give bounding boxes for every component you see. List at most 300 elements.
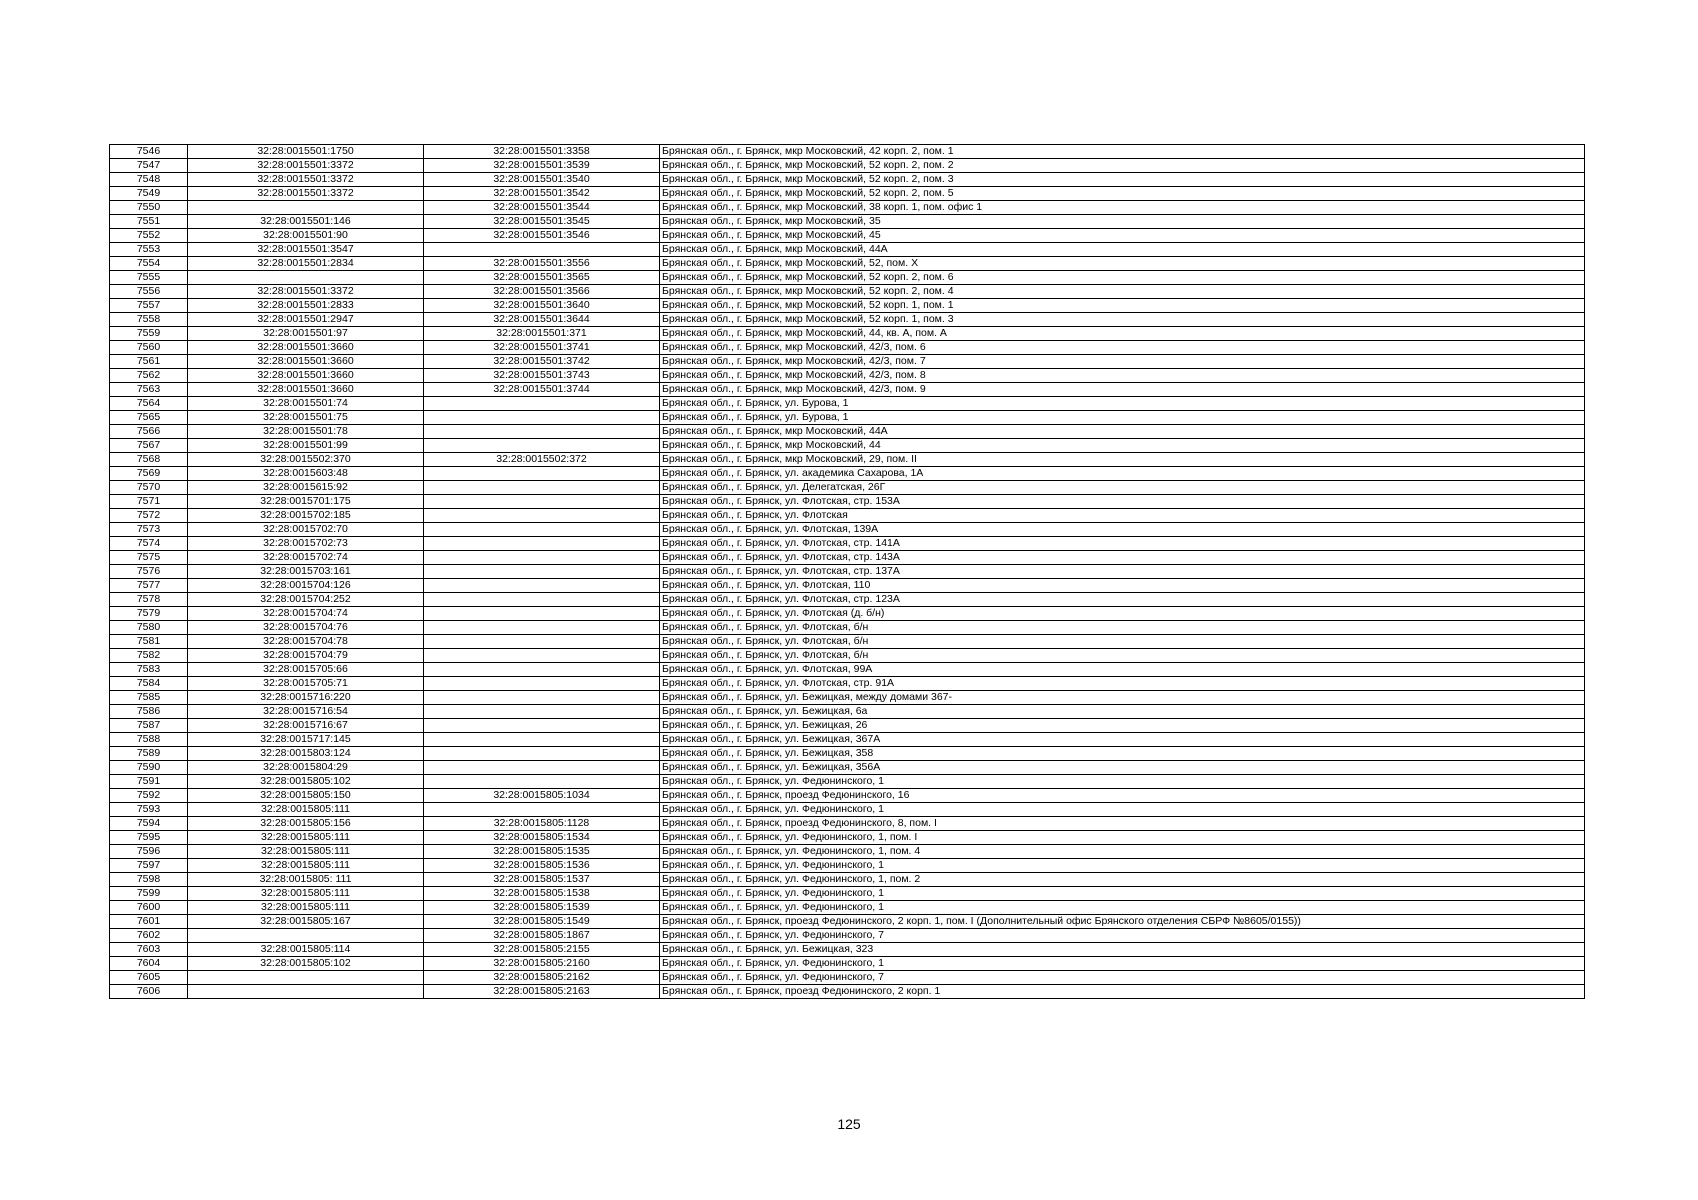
row-number-cell: 7567 <box>110 439 188 453</box>
page-number: 125 <box>837 1116 861 1132</box>
cadastral-number-cell <box>424 733 660 747</box>
address-cell: Брянская обл., г. Брянск, ул. Флотская, 99А <box>660 663 1585 677</box>
cadastral-number-cell <box>424 467 660 481</box>
row-number-cell: 7570 <box>110 481 188 495</box>
address-cell: Брянская обл., г. Брянск, мкр Московский, 52 корп. 2, пом. 4 <box>660 285 1585 299</box>
row-number-cell: 7582 <box>110 649 188 663</box>
cadastral-number-cell <box>424 495 660 509</box>
parent-cadastral-number-cell: 32:28:0015501:99 <box>188 439 424 453</box>
table-row <box>110 705 1585 719</box>
parent-cadastral-number-cell: 32:28:0015702:74 <box>188 551 424 565</box>
parent-cadastral-number-cell: 32:28:0015501:97 <box>188 327 424 341</box>
row-number-cell: 7596 <box>110 845 188 859</box>
address-cell: Брянская обл., г. Брянск, мкр Московский, 45 <box>660 229 1585 243</box>
address-cell: Брянская обл., г. Брянск, ул. Федюнинского, 1 <box>660 859 1585 873</box>
parent-cadastral-number-cell: 32:28:0015501:3660 <box>188 341 424 355</box>
table-row <box>110 453 1585 467</box>
address-cell: Брянская обл., г. Брянск, мкр Московский, 42/3, пом. 8 <box>660 369 1585 383</box>
address-cell: Брянская обл., г. Брянск, проезд Федюнинского, 2 корп. 1, пом. I (Дополнительный офис Брянского отделения СБРФ №8605/0155)) <box>660 915 1585 929</box>
row-number-cell: 7559 <box>110 327 188 341</box>
parent-cadastral-number-cell: 32:28:0015703:161 <box>188 565 424 579</box>
cadastral-number-cell: 32:28:0015805:1867 <box>424 929 660 943</box>
row-number-cell: 7603 <box>110 943 188 957</box>
table-row <box>110 425 1585 439</box>
table-row <box>110 719 1585 733</box>
table-row <box>110 901 1585 915</box>
address-cell: Брянская обл., г. Брянск, мкр Московский, 44А <box>660 243 1585 257</box>
row-number-cell: 7583 <box>110 663 188 677</box>
cadastral-number-cell: 32:28:0015805:1534 <box>424 831 660 845</box>
table-row <box>110 439 1585 453</box>
cadastral-number-cell <box>424 579 660 593</box>
cadastral-number-cell: 32:28:0015501:3556 <box>424 257 660 271</box>
parent-cadastral-number-cell: 32:28:0015805:111 <box>188 859 424 873</box>
parent-cadastral-number-cell: 32:28:0015805:150 <box>188 789 424 803</box>
row-number-cell: 7575 <box>110 551 188 565</box>
address-cell: Брянская обл., г. Брянск, ул. Бежицкая, 367А <box>660 733 1585 747</box>
cadastral-number-cell <box>424 635 660 649</box>
parent-cadastral-number-cell: 32:28:0015501:2947 <box>188 313 424 327</box>
row-number-cell: 7569 <box>110 467 188 481</box>
parent-cadastral-number-cell: 32:28:0015805:114 <box>188 943 424 957</box>
address-cell: Брянская обл., г. Брянск, ул. Флотская, стр. 137А <box>660 565 1585 579</box>
parent-cadastral-number-cell: 32:28:0015805:111 <box>188 845 424 859</box>
row-number-cell: 7593 <box>110 803 188 817</box>
cadastral-number-cell <box>424 593 660 607</box>
row-number-cell: 7581 <box>110 635 188 649</box>
cadastral-number-cell <box>424 439 660 453</box>
parent-cadastral-number-cell: 32:28:0015501:78 <box>188 425 424 439</box>
row-number-cell: 7586 <box>110 705 188 719</box>
table-row <box>110 299 1585 313</box>
cadastral-number-cell: 32:28:0015805:1128 <box>424 817 660 831</box>
parent-cadastral-number-cell: 32:28:0015615:92 <box>188 481 424 495</box>
row-number-cell: 7556 <box>110 285 188 299</box>
address-cell: Брянская обл., г. Брянск, ул. Флотская, стр. 153А <box>660 495 1585 509</box>
parent-cadastral-number-cell: 32:28:0015501:3372 <box>188 187 424 201</box>
cadastral-number-cell: 32:28:0015501:3741 <box>424 341 660 355</box>
table-row <box>110 243 1585 257</box>
table-row <box>110 761 1585 775</box>
table-row <box>110 915 1585 929</box>
address-cell: Брянская обл., г. Брянск, ул. Федюнинского, 1, пом. 2 <box>660 873 1585 887</box>
cadastral-number-cell: 32:28:0015501:3742 <box>424 355 660 369</box>
parent-cadastral-number-cell: 32:28:0015716:67 <box>188 719 424 733</box>
row-number-cell: 7589 <box>110 747 188 761</box>
parent-cadastral-number-cell: 32:28:0015716:220 <box>188 691 424 705</box>
row-number-cell: 7604 <box>110 957 188 971</box>
address-cell: Брянская обл., г. Брянск, мкр Московский, 52 корп. 2, пом. 3 <box>660 173 1585 187</box>
table-row <box>110 397 1585 411</box>
parent-cadastral-number-cell <box>188 929 424 943</box>
row-number-cell: 7594 <box>110 817 188 831</box>
cadastral-number-cell <box>424 243 660 257</box>
row-number-cell: 7550 <box>110 201 188 215</box>
address-cell: Брянская обл., г. Брянск, ул. Флотская, б/н <box>660 649 1585 663</box>
cadastral-number-cell: 32:28:0015805:2155 <box>424 943 660 957</box>
table-row <box>110 187 1585 201</box>
parent-cadastral-number-cell <box>188 985 424 999</box>
row-number-cell: 7571 <box>110 495 188 509</box>
registry-table <box>109 144 1585 999</box>
address-cell: Брянская обл., г. Брянск, ул. Федюнинского, 1 <box>660 775 1585 789</box>
table-row <box>110 215 1585 229</box>
table-row <box>110 831 1585 845</box>
row-number-cell: 7553 <box>110 243 188 257</box>
cadastral-number-cell: 32:28:0015501:3644 <box>424 313 660 327</box>
cadastral-number-cell: 32:28:0015501:3566 <box>424 285 660 299</box>
address-cell: Брянская обл., г. Брянск, ул. Федюнинского, 1 <box>660 901 1585 915</box>
row-number-cell: 7562 <box>110 369 188 383</box>
table-row <box>110 509 1585 523</box>
cadastral-number-cell: 32:28:0015501:371 <box>424 327 660 341</box>
cadastral-number-cell: 32:28:0015805:2162 <box>424 971 660 985</box>
parent-cadastral-number-cell: 32:28:0015704:74 <box>188 607 424 621</box>
address-cell: Брянская обл., г. Брянск, ул. Бежицкая, 6а <box>660 705 1585 719</box>
row-number-cell: 7551 <box>110 215 188 229</box>
parent-cadastral-number-cell: 32:28:0015501:1750 <box>188 145 424 159</box>
table-row <box>110 173 1585 187</box>
parent-cadastral-number-cell: 32:28:0015803:124 <box>188 747 424 761</box>
parent-cadastral-number-cell: 32:28:0015501:3660 <box>188 383 424 397</box>
cadastral-number-cell <box>424 649 660 663</box>
parent-cadastral-number-cell: 32:28:0015501:2834 <box>188 257 424 271</box>
table-row <box>110 677 1585 691</box>
cadastral-number-cell: 32:28:0015501:3540 <box>424 173 660 187</box>
row-number-cell: 7552 <box>110 229 188 243</box>
address-cell: Брянская обл., г. Брянск, мкр Московский, 38 корп. 1, пом. офис 1 <box>660 201 1585 215</box>
address-cell: Брянская обл., г. Брянск, мкр Московский, 42/3, пом. 7 <box>660 355 1585 369</box>
cadastral-number-cell <box>424 621 660 635</box>
address-cell: Брянская обл., г. Брянск, ул. Флотская, 110 <box>660 579 1585 593</box>
parent-cadastral-number-cell: 32:28:0015701:175 <box>188 495 424 509</box>
registry-table-body <box>110 145 1585 999</box>
table-row <box>110 313 1585 327</box>
cadastral-number-cell: 32:28:0015805:1537 <box>424 873 660 887</box>
table-row <box>110 845 1585 859</box>
address-cell: Брянская обл., г. Брянск, ул. Флотская, 139А <box>660 523 1585 537</box>
row-number-cell: 7605 <box>110 971 188 985</box>
table-row <box>110 747 1585 761</box>
parent-cadastral-number-cell: 32:28:0015501:146 <box>188 215 424 229</box>
table-row <box>110 985 1585 999</box>
address-cell: Брянская обл., г. Брянск, ул. Флотская, стр. 143А <box>660 551 1585 565</box>
row-number-cell: 7579 <box>110 607 188 621</box>
table-row <box>110 383 1585 397</box>
table-row <box>110 971 1585 985</box>
address-cell: Брянская обл., г. Брянск, ул. академика Сахарова, 1А <box>660 467 1585 481</box>
address-cell: Брянская обл., г. Брянск, ул. Федюнинского, 7 <box>660 929 1585 943</box>
address-cell: Брянская обл., г. Брянск, ул. Бежицкая, 358 <box>660 747 1585 761</box>
row-number-cell: 7606 <box>110 985 188 999</box>
address-cell: Брянская обл., г. Брянск, мкр Московский, 52 корп. 2, пом. 5 <box>660 187 1585 201</box>
address-cell: Брянская обл., г. Брянск, ул. Флотская, б/н <box>660 635 1585 649</box>
table-row <box>110 271 1585 285</box>
table-row <box>110 621 1585 635</box>
cadastral-number-cell <box>424 803 660 817</box>
table-row <box>110 789 1585 803</box>
cadastral-number-cell: 32:28:0015805:2163 <box>424 985 660 999</box>
parent-cadastral-number-cell: 32:28:0015702:73 <box>188 537 424 551</box>
row-number-cell: 7560 <box>110 341 188 355</box>
parent-cadastral-number-cell: 32:28:0015704:252 <box>188 593 424 607</box>
parent-cadastral-number-cell: 32:28:0015805:102 <box>188 957 424 971</box>
row-number-cell: 7601 <box>110 915 188 929</box>
row-number-cell: 7568 <box>110 453 188 467</box>
parent-cadastral-number-cell: 32:28:0015805:102 <box>188 775 424 789</box>
cadastral-number-cell: 32:28:0015501:3358 <box>424 145 660 159</box>
cadastral-number-cell: 32:28:0015502:372 <box>424 453 660 467</box>
cadastral-number-cell <box>424 411 660 425</box>
row-number-cell: 7598 <box>110 873 188 887</box>
parent-cadastral-number-cell: 32:28:0015717:145 <box>188 733 424 747</box>
address-cell: Брянская обл., г. Брянск, мкр Московский, 29, пом. II <box>660 453 1585 467</box>
row-number-cell: 7595 <box>110 831 188 845</box>
cadastral-number-cell <box>424 481 660 495</box>
table-row <box>110 691 1585 705</box>
cadastral-number-cell <box>424 719 660 733</box>
parent-cadastral-number-cell: 32:28:0015502:370 <box>188 453 424 467</box>
parent-cadastral-number-cell: 32:28:0015705:66 <box>188 663 424 677</box>
row-number-cell: 7574 <box>110 537 188 551</box>
address-cell: Брянская обл., г. Брянск, ул. Бежицкая, между домами 367- <box>660 691 1585 705</box>
row-number-cell: 7573 <box>110 523 188 537</box>
parent-cadastral-number-cell: 32:28:0015805:111 <box>188 803 424 817</box>
cadastral-number-cell: 32:28:0015501:3546 <box>424 229 660 243</box>
row-number-cell: 7548 <box>110 173 188 187</box>
table-row <box>110 817 1585 831</box>
parent-cadastral-number-cell: 32:28:0015501:3372 <box>188 173 424 187</box>
table-row <box>110 957 1585 971</box>
cadastral-number-cell: 32:28:0015501:3565 <box>424 271 660 285</box>
row-number-cell: 7585 <box>110 691 188 705</box>
address-cell: Брянская обл., г. Брянск, ул. Делегатская, 26Г <box>660 481 1585 495</box>
cadastral-number-cell: 32:28:0015501:3544 <box>424 201 660 215</box>
parent-cadastral-number-cell: 32:28:0015805:111 <box>188 901 424 915</box>
address-cell: Брянская обл., г. Брянск, проезд Федюнинского, 16 <box>660 789 1585 803</box>
row-number-cell: 7561 <box>110 355 188 369</box>
row-number-cell: 7591 <box>110 775 188 789</box>
parent-cadastral-number-cell <box>188 201 424 215</box>
cadastral-number-cell: 32:28:0015805:1538 <box>424 887 660 901</box>
row-number-cell: 7588 <box>110 733 188 747</box>
table-row <box>110 411 1585 425</box>
address-cell: Брянская обл., г. Брянск, ул. Федюнинского, 1 <box>660 957 1585 971</box>
row-number-cell: 7547 <box>110 159 188 173</box>
cadastral-number-cell: 32:28:0015805:1535 <box>424 845 660 859</box>
table-row <box>110 649 1585 663</box>
cadastral-number-cell: 32:28:0015501:3545 <box>424 215 660 229</box>
cadastral-number-cell <box>424 607 660 621</box>
parent-cadastral-number-cell: 32:28:0015501:3372 <box>188 285 424 299</box>
table-row <box>110 887 1585 901</box>
address-cell: Брянская обл., г. Брянск, ул. Флотская, стр. 91А <box>660 677 1585 691</box>
address-cell: Брянская обл., г. Брянск, ул. Федюнинского, 7 <box>660 971 1585 985</box>
row-number-cell: 7565 <box>110 411 188 425</box>
row-number-cell: 7577 <box>110 579 188 593</box>
table-row <box>110 551 1585 565</box>
address-cell: Брянская обл., г. Брянск, ул. Бежицкая, 26 <box>660 719 1585 733</box>
parent-cadastral-number-cell: 32:28:0015501:2833 <box>188 299 424 313</box>
cadastral-number-cell: 32:28:0015805:1536 <box>424 859 660 873</box>
cadastral-number-cell: 32:28:0015805:1034 <box>424 789 660 803</box>
row-number-cell: 7599 <box>110 887 188 901</box>
address-cell: Брянская обл., г. Брянск, мкр Московский, 52 корп. 1, пом. 1 <box>660 299 1585 313</box>
address-cell: Брянская обл., г. Брянск, ул. Бурова, 1 <box>660 397 1585 411</box>
cadastral-number-cell <box>424 761 660 775</box>
row-number-cell: 7557 <box>110 299 188 313</box>
parent-cadastral-number-cell: 32:28:0015702:70 <box>188 523 424 537</box>
table-row <box>110 929 1585 943</box>
table-row <box>110 775 1585 789</box>
row-number-cell: 7600 <box>110 901 188 915</box>
cadastral-number-cell: 32:28:0015805:1549 <box>424 915 660 929</box>
parent-cadastral-number-cell: 32:28:0015501:3547 <box>188 243 424 257</box>
table-row <box>110 159 1585 173</box>
cadastral-number-cell <box>424 551 660 565</box>
row-number-cell: 7584 <box>110 677 188 691</box>
cadastral-number-cell <box>424 705 660 719</box>
table-row <box>110 369 1585 383</box>
table-row <box>110 943 1585 957</box>
cadastral-number-cell <box>424 677 660 691</box>
cadastral-number-cell <box>424 537 660 551</box>
cadastral-number-cell <box>424 663 660 677</box>
row-number-cell: 7549 <box>110 187 188 201</box>
cadastral-number-cell: 32:28:0015501:3539 <box>424 159 660 173</box>
address-cell: Брянская обл., г. Брянск, мкр Московский, 42/3, пом. 6 <box>660 341 1585 355</box>
row-number-cell: 7587 <box>110 719 188 733</box>
parent-cadastral-number-cell: 32:28:0015716:54 <box>188 705 424 719</box>
row-number-cell: 7590 <box>110 761 188 775</box>
address-cell: Брянская обл., г. Брянск, ул. Федюнинского, 1, пом. 4 <box>660 845 1585 859</box>
cadastral-number-cell <box>424 397 660 411</box>
table-row <box>110 733 1585 747</box>
table-row <box>110 523 1585 537</box>
cadastral-number-cell <box>424 775 660 789</box>
cadastral-number-cell: 32:28:0015805:2160 <box>424 957 660 971</box>
table-row <box>110 481 1585 495</box>
parent-cadastral-number-cell: 32:28:0015501:3660 <box>188 369 424 383</box>
address-cell: Брянская обл., г. Брянск, проезд Федюнинского, 8, пом. I <box>660 817 1585 831</box>
address-cell: Брянская обл., г. Брянск, ул. Федюнинского, 1, пом. I <box>660 831 1585 845</box>
table-row <box>110 229 1585 243</box>
table-row <box>110 607 1585 621</box>
parent-cadastral-number-cell: 32:28:0015501:3372 <box>188 159 424 173</box>
cadastral-number-cell: 32:28:0015805:1539 <box>424 901 660 915</box>
parent-cadastral-number-cell: 32:28:0015805:167 <box>188 915 424 929</box>
row-number-cell: 7597 <box>110 859 188 873</box>
parent-cadastral-number-cell: 32:28:0015704:79 <box>188 649 424 663</box>
address-cell: Брянская обл., г. Брянск, мкр Московский, 42 корп. 2, пом. 1 <box>660 145 1585 159</box>
address-cell: Брянская обл., г. Брянск, ул. Флотская, стр. 123А <box>660 593 1585 607</box>
table-row <box>110 803 1585 817</box>
parent-cadastral-number-cell: 32:28:0015704:78 <box>188 635 424 649</box>
address-cell: Брянская обл., г. Брянск, мкр Московский, 44 <box>660 439 1585 453</box>
address-cell: Брянская обл., г. Брянск, мкр Московский, 52 корп. 2, пом. 6 <box>660 271 1585 285</box>
parent-cadastral-number-cell: 32:28:0015705:71 <box>188 677 424 691</box>
parent-cadastral-number-cell: 32:28:0015704:76 <box>188 621 424 635</box>
cadastral-number-cell <box>424 691 660 705</box>
parent-cadastral-number-cell: 32:28:0015501:75 <box>188 411 424 425</box>
parent-cadastral-number-cell: 32:28:0015805: 111 <box>188 873 424 887</box>
parent-cadastral-number-cell: 32:28:0015704:126 <box>188 579 424 593</box>
table-row <box>110 663 1585 677</box>
cadastral-number-cell: 32:28:0015501:3743 <box>424 369 660 383</box>
row-number-cell: 7566 <box>110 425 188 439</box>
cadastral-number-cell <box>424 747 660 761</box>
address-cell: Брянская обл., г. Брянск, проезд Федюнинского, 2 корп. 1 <box>660 985 1585 999</box>
address-cell: Брянская обл., г. Брянск, ул. Флотская, б/н <box>660 621 1585 635</box>
address-cell: Брянская обл., г. Брянск, мкр Московский, 44А <box>660 425 1585 439</box>
parent-cadastral-number-cell <box>188 271 424 285</box>
row-number-cell: 7572 <box>110 509 188 523</box>
row-number-cell: 7602 <box>110 929 188 943</box>
parent-cadastral-number-cell: 32:28:0015805:111 <box>188 831 424 845</box>
address-cell: Брянская обл., г. Брянск, мкр Московский, 52 корп. 1, пом. 3 <box>660 313 1585 327</box>
parent-cadastral-number-cell: 32:28:0015805:111 <box>188 887 424 901</box>
address-cell: Брянская обл., г. Брянск, мкр Московский, 44, кв. А, пом. А <box>660 327 1585 341</box>
parent-cadastral-number-cell: 32:28:0015501:90 <box>188 229 424 243</box>
parent-cadastral-number-cell <box>188 971 424 985</box>
table-row <box>110 579 1585 593</box>
parent-cadastral-number-cell: 32:28:0015702:185 <box>188 509 424 523</box>
parent-cadastral-number-cell: 32:28:0015603:48 <box>188 467 424 481</box>
address-cell: Брянская обл., г. Брянск, мкр Московский, 52, пом. X <box>660 257 1585 271</box>
cadastral-number-cell <box>424 523 660 537</box>
table-row <box>110 565 1585 579</box>
address-cell: Брянская обл., г. Брянск, ул. Флотская, стр. 141А <box>660 537 1585 551</box>
table-row <box>110 327 1585 341</box>
row-number-cell: 7555 <box>110 271 188 285</box>
address-cell: Брянская обл., г. Брянск, ул. Флотская (д. б/н) <box>660 607 1585 621</box>
table-row <box>110 341 1585 355</box>
table-row <box>110 593 1585 607</box>
cadastral-number-cell <box>424 509 660 523</box>
parent-cadastral-number-cell: 32:28:0015501:74 <box>188 397 424 411</box>
address-cell: Брянская обл., г. Брянск, ул. Бежицкая, 356А <box>660 761 1585 775</box>
address-cell: Брянская обл., г. Брянск, мкр Московский, 52 корп. 2, пом. 2 <box>660 159 1585 173</box>
cadastral-number-cell <box>424 565 660 579</box>
table-row <box>110 467 1585 481</box>
table-row <box>110 355 1585 369</box>
table-row <box>110 873 1585 887</box>
row-number-cell: 7578 <box>110 593 188 607</box>
cadastral-number-cell: 32:28:0015501:3640 <box>424 299 660 313</box>
cadastral-number-cell: 32:28:0015501:3744 <box>424 383 660 397</box>
row-number-cell: 7558 <box>110 313 188 327</box>
row-number-cell: 7576 <box>110 565 188 579</box>
table-row <box>110 257 1585 271</box>
row-number-cell: 7564 <box>110 397 188 411</box>
table-row <box>110 635 1585 649</box>
address-cell: Брянская обл., г. Брянск, ул. Бурова, 1 <box>660 411 1585 425</box>
table-row <box>110 285 1585 299</box>
address-cell: Брянская обл., г. Брянск, мкр Московский, 35 <box>660 215 1585 229</box>
address-cell: Брянская обл., г. Брянск, ул. Бежицкая, 323 <box>660 943 1585 957</box>
cadastral-number-cell: 32:28:0015501:3542 <box>424 187 660 201</box>
table-row <box>110 201 1585 215</box>
address-cell: Брянская обл., г. Брянск, ул. Федюнинского, 1 <box>660 887 1585 901</box>
table-row <box>110 859 1585 873</box>
address-cell: Брянская обл., г. Брянск, ул. Флотская <box>660 509 1585 523</box>
row-number-cell: 7580 <box>110 621 188 635</box>
parent-cadastral-number-cell: 32:28:0015501:3660 <box>188 355 424 369</box>
table-row <box>110 145 1585 159</box>
address-cell: Брянская обл., г. Брянск, ул. Федюнинского, 1 <box>660 803 1585 817</box>
table-row <box>110 495 1585 509</box>
row-number-cell: 7592 <box>110 789 188 803</box>
